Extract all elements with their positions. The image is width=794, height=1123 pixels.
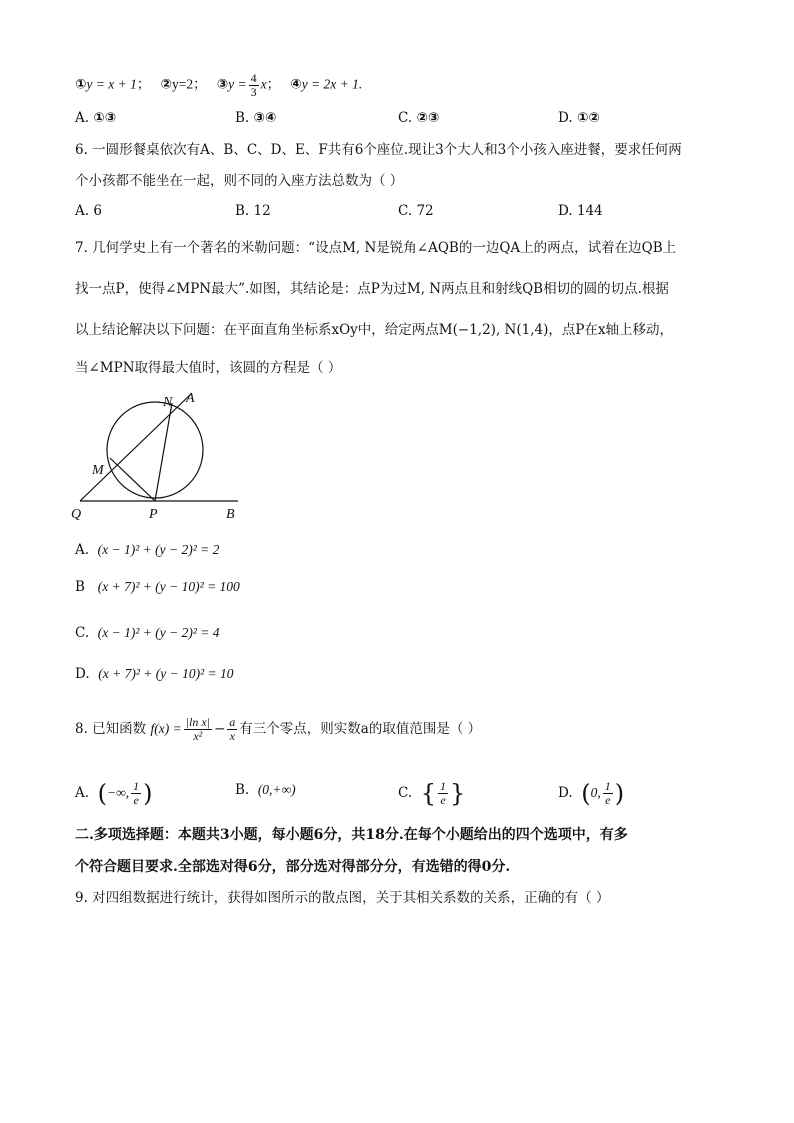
q8-frac-a-den: x bbox=[229, 729, 235, 743]
item3-mark: ③ bbox=[216, 76, 229, 93]
label-a: A bbox=[186, 391, 195, 406]
q6-line-2: 个小孩都不能坐在一起，则不同的入座方法总数为（ ） bbox=[75, 173, 404, 189]
option-text: 12 bbox=[253, 203, 271, 219]
option-text: (x − 1)² + (y − 2)² = 2 bbox=[97, 542, 220, 557]
label-b: B bbox=[226, 507, 235, 522]
q6-option-d[interactable] bbox=[558, 201, 603, 221]
q7-line-1: 7. 几何学史上有一个著名的米勒问题：“设点M, N是锐角∠AQB的一边QA上的两点，试着在边QB上 bbox=[75, 240, 677, 256]
option-label: C. bbox=[75, 625, 90, 641]
bracket-left: ( bbox=[581, 779, 591, 808]
item1-expr: y = x + 1 bbox=[86, 76, 137, 92]
option-label: C. bbox=[398, 110, 413, 126]
option-label: A. bbox=[75, 110, 90, 126]
option-label: A. bbox=[75, 542, 90, 558]
option-text: (0,+∞) bbox=[257, 782, 296, 797]
option-label: D. bbox=[558, 203, 573, 219]
option-label: B. bbox=[235, 203, 250, 219]
brace-right: } bbox=[450, 779, 466, 808]
frac-den: e bbox=[133, 793, 139, 807]
q8-minus: − bbox=[213, 721, 226, 737]
q8-prefix: 8. 已知函数 bbox=[75, 721, 147, 737]
item4-expr: y = 2x + 1. bbox=[301, 76, 363, 92]
option-label: A. bbox=[75, 203, 90, 219]
item3-post: x bbox=[260, 76, 267, 92]
item4-mark: ④ bbox=[290, 76, 302, 93]
miller-problem-figure bbox=[68, 388, 248, 522]
option-text: (x + 7)² + (y − 10)² = 10 bbox=[98, 666, 234, 681]
option-text: ①③ bbox=[93, 110, 117, 126]
item3-pre: y = bbox=[228, 76, 247, 92]
option-text: 6 bbox=[93, 203, 102, 219]
frac-one-over-e bbox=[603, 780, 613, 807]
q7-line-2: 找一点P，使得∠MPN最大”.如图，其结论是：点P为过M, N两点且和射线QB相切的圆的切点.根据 bbox=[75, 281, 669, 297]
q8-frac-lnx-num: |ln x| bbox=[185, 715, 210, 729]
section-2-heading-line-1: 二.多项选择题：本题共3小题，每小题6分，共18分.在每个小题给出的四个选项中，有多 bbox=[75, 827, 628, 843]
option-text: 144 bbox=[576, 203, 603, 219]
frac-num: 1 bbox=[133, 779, 140, 793]
q8-option-a[interactable] bbox=[75, 780, 153, 807]
item1-mark: ① bbox=[75, 76, 87, 93]
option-label: C. bbox=[398, 203, 413, 219]
q7-line-4: 当∠MPN取得最大值时，该圆的方程是（ ） bbox=[75, 360, 342, 376]
option-text: ②③ bbox=[416, 110, 440, 126]
item3-frac bbox=[249, 72, 259, 99]
q8-frac-a-num: a bbox=[229, 715, 236, 729]
item2-sep: ； bbox=[193, 76, 207, 92]
option-text: ①② bbox=[576, 110, 600, 126]
option-text: (x − 1)² + (y − 2)² = 4 bbox=[97, 625, 220, 640]
bracket-right: ) bbox=[614, 779, 625, 808]
bracket-left: ( bbox=[97, 779, 108, 808]
q7-option-c[interactable] bbox=[75, 623, 220, 643]
item1-sep: ； bbox=[136, 76, 151, 92]
q6-option-a[interactable] bbox=[75, 201, 102, 221]
brace-left: { bbox=[420, 779, 437, 808]
ray-qa bbox=[80, 393, 192, 501]
frac-den: e bbox=[605, 793, 611, 807]
q5-option-c[interactable] bbox=[398, 108, 439, 128]
option-text: (x + 7)² + (y − 10)² = 100 bbox=[97, 579, 240, 594]
label-m: M bbox=[92, 463, 104, 478]
q7-option-d[interactable] bbox=[75, 664, 234, 684]
q8-suffix: 有三个零点，则实数a的取值范围是（ ） bbox=[239, 721, 482, 737]
q7-option-a[interactable] bbox=[75, 540, 219, 560]
frac-one-over-e bbox=[131, 780, 141, 807]
q7-option-b[interactable] bbox=[75, 577, 240, 597]
q8-frac-lnx bbox=[184, 716, 212, 743]
label-q: Q bbox=[71, 507, 82, 522]
item3-frac-num: 4 bbox=[250, 71, 257, 85]
option-text: 72 bbox=[416, 203, 434, 219]
frac-num: 1 bbox=[440, 779, 447, 793]
item2-mark: ② bbox=[160, 76, 172, 93]
frac-one-over-e bbox=[438, 780, 448, 807]
item3-sep: ； bbox=[266, 76, 281, 92]
option-label: B bbox=[75, 579, 85, 595]
q5-option-a[interactable] bbox=[75, 108, 116, 128]
interval-start: 0, bbox=[590, 785, 601, 800]
q8-option-c[interactable] bbox=[398, 780, 465, 807]
option-label: D. bbox=[558, 785, 573, 801]
segment-np bbox=[155, 403, 172, 501]
section-2-heading-line-2: 个符合题目要求.全部选对得6分，部分选对得部分分，有选错的得0分. bbox=[75, 859, 511, 875]
item2-expr: y=2 bbox=[171, 76, 194, 92]
q5-option-d[interactable] bbox=[558, 108, 600, 128]
q8-option-d[interactable] bbox=[558, 780, 624, 807]
q5-option-b[interactable] bbox=[235, 108, 276, 128]
option-label: A. bbox=[75, 785, 90, 801]
q8-function: f(x) = bbox=[150, 721, 182, 736]
option-text: ③④ bbox=[253, 110, 277, 126]
option-label: B. bbox=[235, 110, 250, 126]
interval-start: −∞, bbox=[107, 785, 130, 800]
frac-num: 1 bbox=[604, 779, 611, 793]
q8-frac-a bbox=[227, 716, 237, 743]
q6-option-c[interactable] bbox=[398, 201, 434, 221]
item3-frac-den: 3 bbox=[250, 85, 257, 99]
q5-statements bbox=[75, 72, 362, 99]
option-label: C. bbox=[398, 785, 413, 801]
option-label: B. bbox=[235, 782, 250, 798]
q6-line-1: 6. 一圆形餐桌依次有A、B、C、D、E、F共有6个座位.现让3个大人和3个小孩入座进餐，要求任何两 bbox=[75, 142, 682, 158]
label-n: N bbox=[163, 395, 173, 410]
q9-line-1: 9. 对四组数据进行统计，获得如图所示的散点图，关于其相关系数的关系，正确的有（ ） bbox=[75, 890, 610, 906]
option-label: D. bbox=[75, 666, 90, 682]
q8-stem bbox=[75, 716, 481, 743]
label-p: P bbox=[149, 507, 158, 522]
q8-option-b[interactable] bbox=[235, 780, 296, 800]
option-label: D. bbox=[558, 110, 573, 126]
q7-line-3: 以上结论解决以下问题：在平面直角坐标系xOy中，给定两点M(−1,2), N(1,4)，点P在x轴上移动， bbox=[75, 322, 674, 338]
tangent-circle bbox=[107, 402, 203, 498]
q6-option-b[interactable] bbox=[235, 201, 271, 221]
frac-den: e bbox=[440, 793, 446, 807]
q8-frac-lnx-den: x² bbox=[193, 729, 203, 743]
bracket-right: ) bbox=[143, 779, 153, 808]
